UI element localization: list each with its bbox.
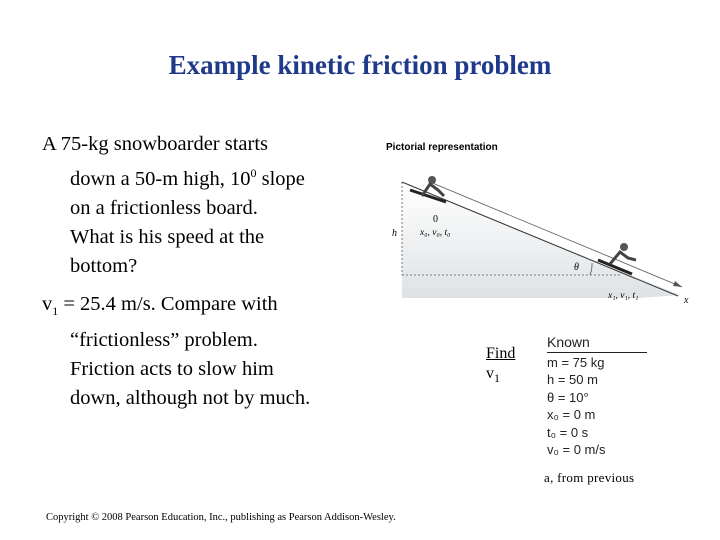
previous-note: a, from previous (544, 470, 635, 485)
problem-text (42, 130, 305, 281)
pictorial-heading: Pictorial representation (386, 142, 498, 153)
problem-line-3: on a frictionless board. (70, 196, 258, 219)
degree-superscript: 0 (250, 166, 257, 180)
problem-line-5: bottom? (70, 254, 138, 277)
known-item: x₀ = 0 m (547, 407, 596, 422)
find-block (486, 344, 515, 388)
slope-diagram (370, 150, 700, 310)
label-x: x (684, 295, 689, 306)
problem-line-2a: down a 50-m high, 10 (70, 167, 251, 190)
label-initial: x₀, v₀, t₀ (420, 228, 451, 238)
label-theta: θ (574, 262, 579, 273)
known-heading: Known (547, 334, 647, 353)
find-v: v (486, 365, 494, 382)
x-axis-arrow (673, 281, 682, 287)
problem-line-4: What is his speed at the (70, 225, 265, 248)
copyright-notice: Copyright © 2008 Pearson Education, Inc., publishing as Pearson Addison-Wesley. (46, 512, 396, 523)
slide-title: Example kinetic friction problem (168, 50, 552, 80)
known-item: h = 50 m (547, 372, 598, 387)
known-item: θ = 10° (547, 389, 589, 405)
known-item: t₀ = 0 s (547, 424, 589, 440)
answer-line-3: Friction acts to slow him (70, 358, 274, 381)
answer-line-1-rest: = 25.4 m/s. Compare with (58, 293, 278, 315)
label-h: h (392, 228, 397, 239)
problem-line-1: A 75-kg snowboarder starts (42, 133, 269, 155)
known-item: m = 75 kg (547, 354, 605, 370)
answer-line-2: “frictionless” problem. (70, 329, 258, 352)
known-item: v₀ = 0 m/s (547, 442, 606, 457)
answer-line-1 (42, 290, 310, 326)
find-v-subscript: 1 (494, 371, 500, 386)
problem-line-2b: slope (256, 167, 305, 190)
answer-v-subscript: 1 (52, 304, 59, 319)
label-origin: 0 (433, 214, 438, 225)
answer-text (42, 290, 310, 413)
answer-v: v (42, 293, 53, 315)
answer-line-4: down, although not by much. (70, 387, 311, 410)
problem-line-2 (42, 159, 305, 194)
find-heading: Find (486, 345, 516, 362)
label-final: x₁, v₁, t₁ (608, 291, 639, 301)
known-block (547, 334, 647, 459)
